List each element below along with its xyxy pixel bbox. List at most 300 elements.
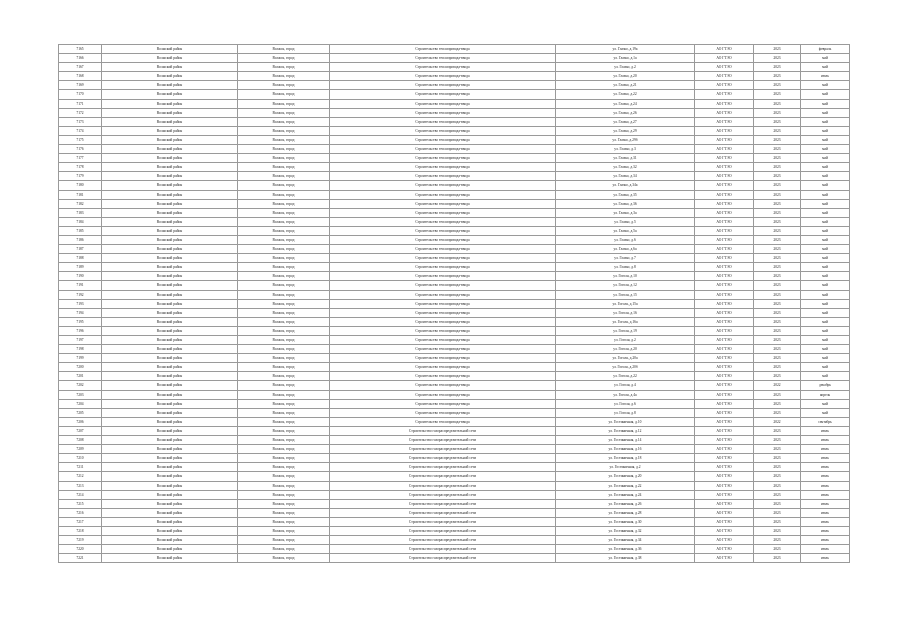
cell-work: Строительство теплопровода-ввода — [330, 363, 556, 372]
cell-address: ул. Глазко, д.31 — [556, 154, 695, 163]
cell-settlement: Волжск, город — [238, 426, 330, 435]
cell-work: Строительство теплопровода-ввода — [330, 45, 556, 54]
cell-year: 2023 — [754, 199, 801, 208]
cell-work: Строительство газораспределительной сети — [330, 426, 556, 435]
cell-district: Волжский район — [102, 163, 238, 172]
table-row — [59, 317, 850, 326]
cell-work: Строительство теплопровода-ввода — [330, 390, 556, 399]
cell-work: Строительство теплопровода-ввода — [330, 245, 556, 254]
cell-work: Строительство теплопровода-ввода — [330, 290, 556, 299]
cell-settlement: Волжск, город — [238, 399, 330, 408]
cell-month: май — [801, 345, 850, 354]
cell-number: 7221 — [59, 554, 102, 563]
table-row — [59, 108, 850, 117]
cell-district: Волжский район — [102, 354, 238, 363]
cell-year: 2023 — [754, 517, 801, 526]
cell-year: 2023 — [754, 490, 801, 499]
cell-address: ул. Гоголя, д.8 — [556, 408, 695, 417]
cell-month: май — [801, 272, 850, 281]
table-row — [59, 308, 850, 317]
cell-work: Строительство газораспределительной сети — [330, 445, 556, 454]
cell-address: ул. Гостиничная, д.26 — [556, 499, 695, 508]
cell-number: 7212 — [59, 472, 102, 481]
table-row — [59, 326, 850, 335]
cell-settlement: Волжск, город — [238, 135, 330, 144]
cell-operator: АО ГТЭО — [695, 417, 754, 426]
cell-month: июль — [801, 463, 850, 472]
table-row — [59, 363, 850, 372]
cell-address: ул. Гостиничная, д.14 — [556, 436, 695, 445]
cell-number: 7187 — [59, 245, 102, 254]
cell-work: Строительство теплопровода-ввода — [330, 117, 556, 126]
cell-work: Строительство теплопровода-ввода — [330, 336, 556, 345]
cell-number: 7190 — [59, 272, 102, 281]
cell-year: 2023 — [754, 181, 801, 190]
cell-year: 2023 — [754, 254, 801, 263]
cell-year: 2023 — [754, 145, 801, 154]
cell-month: июль — [801, 526, 850, 535]
cell-work: Строительство теплопровода-ввода — [330, 235, 556, 244]
cell-operator: АО ГТЭО — [695, 172, 754, 181]
table-row — [59, 263, 850, 272]
cell-district: Волжский район — [102, 290, 238, 299]
cell-number: 7216 — [59, 508, 102, 517]
cell-work: Строительство теплопровода-ввода — [330, 163, 556, 172]
cell-month: май — [801, 181, 850, 190]
table-row — [59, 217, 850, 226]
cell-district: Волжский район — [102, 45, 238, 54]
cell-district: Волжский район — [102, 326, 238, 335]
table-row — [59, 463, 850, 472]
cell-operator: АО ГТЭО — [695, 72, 754, 81]
cell-settlement: Волжск, город — [238, 372, 330, 381]
cell-work: Строительство теплопровода-ввода — [330, 381, 556, 390]
cell-district: Волжский район — [102, 63, 238, 72]
cell-month: февраль — [801, 45, 850, 54]
cell-settlement: Волжск, город — [238, 54, 330, 63]
cell-address: ул. Глазко, д.35 — [556, 190, 695, 199]
cell-operator: АО ГТЭО — [695, 472, 754, 481]
cell-number: 7210 — [59, 454, 102, 463]
cell-number: 7189 — [59, 263, 102, 272]
cell-number: 7193 — [59, 299, 102, 308]
cell-settlement: Волжск, город — [238, 481, 330, 490]
cell-settlement: Волжск, город — [238, 517, 330, 526]
cell-work: Строительство теплопровода-ввода — [330, 208, 556, 217]
cell-year: 2023 — [754, 281, 801, 290]
cell-address: ул. Гостиничная, д.20 — [556, 472, 695, 481]
cell-work: Строительство газораспределительной сети — [330, 481, 556, 490]
cell-month: май — [801, 63, 850, 72]
cell-number: 7215 — [59, 499, 102, 508]
cell-work: Строительство газораспределительной сети — [330, 472, 556, 481]
cell-work: Строительство газораспределительной сети — [330, 499, 556, 508]
cell-work: Строительство газораспределительной сети — [330, 490, 556, 499]
cell-month: май — [801, 372, 850, 381]
cell-year: 2023 — [754, 336, 801, 345]
cell-district: Волжский район — [102, 381, 238, 390]
cell-address: ул. Глазко, д.34 — [556, 172, 695, 181]
cell-work: Строительство газораспределительной сети — [330, 536, 556, 545]
cell-address: ул. Гостиничная, д.10 — [556, 417, 695, 426]
table-row — [59, 117, 850, 126]
table-row — [59, 472, 850, 481]
cell-number: 7165 — [59, 45, 102, 54]
cell-month: май — [801, 408, 850, 417]
cell-operator: АО ГТЭО — [695, 281, 754, 290]
cell-district: Волжский район — [102, 81, 238, 90]
table-row — [59, 436, 850, 445]
cell-district: Волжский район — [102, 263, 238, 272]
cell-district: Волжский район — [102, 90, 238, 99]
cell-operator: АО ГТЭО — [695, 554, 754, 563]
cell-settlement: Волжск, город — [238, 99, 330, 108]
cell-number: 7167 — [59, 63, 102, 72]
cell-work: Строительство газораспределительной сети — [330, 545, 556, 554]
cell-month: май — [801, 154, 850, 163]
cell-settlement: Волжск, город — [238, 526, 330, 535]
cell-work: Строительство теплопровода-ввода — [330, 72, 556, 81]
cell-settlement: Волжск, город — [238, 145, 330, 154]
cell-number: 7211 — [59, 463, 102, 472]
cell-settlement: Волжск, город — [238, 163, 330, 172]
cell-settlement: Волжск, город — [238, 345, 330, 354]
cell-operator: АО ГТЭО — [695, 245, 754, 254]
cell-settlement: Волжск, город — [238, 390, 330, 399]
cell-year: 2022 — [754, 417, 801, 426]
cell-address: ул. Глазко, д.1а — [556, 54, 695, 63]
cell-work: Строительство теплопровода-ввода — [330, 181, 556, 190]
cell-settlement: Волжск, город — [238, 117, 330, 126]
cell-settlement: Волжск, город — [238, 154, 330, 163]
cell-settlement: Волжск, город — [238, 226, 330, 235]
cell-operator: АО ГТЭО — [695, 235, 754, 244]
cell-month: май — [801, 254, 850, 263]
cell-month: июль — [801, 499, 850, 508]
cell-district: Волжский район — [102, 190, 238, 199]
cell-district: Волжский район — [102, 245, 238, 254]
cell-year: 2023 — [754, 72, 801, 81]
cell-district: Волжский район — [102, 199, 238, 208]
cell-address: ул. Глазко, д.36 — [556, 199, 695, 208]
cell-month: май — [801, 363, 850, 372]
cell-district: Волжский район — [102, 317, 238, 326]
cell-number: 7192 — [59, 290, 102, 299]
cell-district: Волжский район — [102, 108, 238, 117]
cell-district: Волжский район — [102, 217, 238, 226]
cell-operator: АО ГТЭО — [695, 517, 754, 526]
cell-work: Строительство теплопровода-ввода — [330, 354, 556, 363]
cell-number: 7213 — [59, 481, 102, 490]
table-row — [59, 181, 850, 190]
cell-operator: АО ГТЭО — [695, 363, 754, 372]
cell-operator: АО ГТЭО — [695, 454, 754, 463]
cell-number: 7168 — [59, 72, 102, 81]
cell-month: апрель — [801, 390, 850, 399]
cell-settlement: Волжск, город — [238, 354, 330, 363]
cell-address: ул. Гостиничная, д.12 — [556, 426, 695, 435]
cell-operator: АО ГТЭО — [695, 226, 754, 235]
cell-year: 2023 — [754, 545, 801, 554]
cell-month: май — [801, 354, 850, 363]
cell-month: июль — [801, 517, 850, 526]
cell-address: ул. Глазко, д.32 — [556, 163, 695, 172]
cell-operator: АО ГТЭО — [695, 317, 754, 326]
cell-district: Волжский район — [102, 99, 238, 108]
cell-operator: АО ГТЭО — [695, 326, 754, 335]
cell-operator: АО ГТЭО — [695, 336, 754, 345]
cell-district: Волжский район — [102, 145, 238, 154]
cell-month: июль — [801, 490, 850, 499]
table-row — [59, 72, 850, 81]
cell-district: Волжский район — [102, 281, 238, 290]
cell-number: 7182 — [59, 199, 102, 208]
cell-operator: АО ГТЭО — [695, 108, 754, 117]
table-row — [59, 517, 850, 526]
cell-year: 2023 — [754, 308, 801, 317]
cell-work: Строительство газораспределительной сети — [330, 526, 556, 535]
cell-address: ул. Глазко, д.5а — [556, 226, 695, 235]
cell-number: 7181 — [59, 190, 102, 199]
cell-address: ул. Гостиничная, д.16 — [556, 445, 695, 454]
cell-address: ул. Гоголя, д.16а — [556, 317, 695, 326]
cell-year: 2022 — [754, 381, 801, 390]
cell-work: Строительство теплопровода-ввода — [330, 226, 556, 235]
cell-operator: АО ГТЭО — [695, 345, 754, 354]
cell-work: Строительство теплопровода-ввода — [330, 172, 556, 181]
cell-number: 7180 — [59, 181, 102, 190]
table-row — [59, 199, 850, 208]
cell-work: Строительство теплопровода-ввода — [330, 199, 556, 208]
cell-district: Волжский район — [102, 426, 238, 435]
cell-address: ул. Гоголя, д.15а — [556, 299, 695, 308]
cell-number: 7185 — [59, 226, 102, 235]
table-row — [59, 226, 850, 235]
cell-month: май — [801, 326, 850, 335]
cell-number: 7214 — [59, 490, 102, 499]
cell-year: 2023 — [754, 345, 801, 354]
cell-number: 7206 — [59, 417, 102, 426]
cell-settlement: Волжск, город — [238, 290, 330, 299]
table-row — [59, 163, 850, 172]
cell-month: май — [801, 317, 850, 326]
cell-year: 2023 — [754, 399, 801, 408]
cell-year: 2023 — [754, 99, 801, 108]
cell-operator: АО ГТЭО — [695, 63, 754, 72]
cell-district: Волжский район — [102, 399, 238, 408]
cell-month: май — [801, 399, 850, 408]
table-row — [59, 281, 850, 290]
table-row — [59, 408, 850, 417]
cell-address: ул. Гостиничная, д.28 — [556, 508, 695, 517]
cell-month: июль — [801, 554, 850, 563]
cell-number: 7166 — [59, 54, 102, 63]
cell-month: май — [801, 308, 850, 317]
table-row — [59, 208, 850, 217]
cell-month: июль — [801, 472, 850, 481]
cell-address: ул. Гоголя, д.10 — [556, 272, 695, 281]
cell-operator: АО ГТЭО — [695, 490, 754, 499]
cell-work: Строительство теплопровода-ввода — [330, 190, 556, 199]
table-body — [59, 45, 850, 563]
cell-address: ул. Гостиничная, д.36 — [556, 545, 695, 554]
table-row — [59, 481, 850, 490]
cell-month: май — [801, 226, 850, 235]
cell-work: Строительство теплопровода-ввода — [330, 326, 556, 335]
cell-work: Строительство теплопровода-ввода — [330, 135, 556, 144]
cell-number: 7184 — [59, 217, 102, 226]
cell-address: ул. Глазко, д.8 — [556, 263, 695, 272]
cell-year: 2023 — [754, 463, 801, 472]
cell-operator: АО ГТЭО — [695, 372, 754, 381]
cell-number: 7188 — [59, 254, 102, 263]
cell-year: 2023 — [754, 117, 801, 126]
cell-settlement: Волжск, город — [238, 508, 330, 517]
cell-number: 7183 — [59, 208, 102, 217]
table-row — [59, 445, 850, 454]
cell-district: Волжский район — [102, 445, 238, 454]
cell-settlement: Волжск, город — [238, 363, 330, 372]
table-row — [59, 554, 850, 563]
cell-district: Волжский район — [102, 54, 238, 63]
document-sheet — [58, 44, 849, 563]
cell-district: Волжский район — [102, 472, 238, 481]
cell-number: 7200 — [59, 363, 102, 372]
cell-year: 2023 — [754, 163, 801, 172]
cell-number: 7173 — [59, 117, 102, 126]
cell-operator: АО ГТЭО — [695, 290, 754, 299]
table-row — [59, 345, 850, 354]
cell-year: 2023 — [754, 90, 801, 99]
cell-address: ул. Гостиничная, д.38 — [556, 554, 695, 563]
cell-work: Строительство теплопровода-ввода — [330, 99, 556, 108]
cell-address: ул. Глазко, д.29 — [556, 126, 695, 135]
cell-year: 2023 — [754, 408, 801, 417]
cell-year: 2023 — [754, 317, 801, 326]
table-row — [59, 372, 850, 381]
cell-year: 2023 — [754, 226, 801, 235]
cell-year: 2023 — [754, 208, 801, 217]
cell-year: 2023 — [754, 81, 801, 90]
cell-operator: АО ГТЭО — [695, 199, 754, 208]
cell-work: Строительство теплопровода-ввода — [330, 145, 556, 154]
cell-address: ул. Гоголя, д.6 — [556, 399, 695, 408]
cell-settlement: Волжск, город — [238, 408, 330, 417]
cell-month: декабрь — [801, 381, 850, 390]
cell-settlement: Волжск, город — [238, 454, 330, 463]
cell-settlement: Волжск, город — [238, 72, 330, 81]
table-row — [59, 190, 850, 199]
cell-work: Строительство газораспределительной сети — [330, 436, 556, 445]
cell-operator: АО ГТЭО — [695, 354, 754, 363]
cell-year: 2023 — [754, 154, 801, 163]
cell-settlement: Волжск, город — [238, 472, 330, 481]
cell-settlement: Волжск, город — [238, 263, 330, 272]
cell-month: май — [801, 135, 850, 144]
cell-work: Строительство теплопровода-ввода — [330, 399, 556, 408]
cell-district: Волжский район — [102, 272, 238, 281]
cell-month: май — [801, 281, 850, 290]
cell-work: Строительство теплопровода-ввода — [330, 217, 556, 226]
cell-district: Волжский район — [102, 299, 238, 308]
table-row — [59, 99, 850, 108]
cell-operator: АО ГТЭО — [695, 426, 754, 435]
cell-number: 7202 — [59, 381, 102, 390]
cell-district: Волжский район — [102, 208, 238, 217]
cell-district: Волжский район — [102, 545, 238, 554]
cell-district: Волжский район — [102, 536, 238, 545]
table-row — [59, 536, 850, 545]
table-row — [59, 63, 850, 72]
cell-address: ул. Гоголя, д.15 — [556, 290, 695, 299]
cell-work: Строительство теплопровода-ввода — [330, 317, 556, 326]
cell-year: 2023 — [754, 499, 801, 508]
cell-district: Волжский район — [102, 554, 238, 563]
cell-operator: АО ГТЭО — [695, 163, 754, 172]
cell-month: май — [801, 336, 850, 345]
table-row — [59, 135, 850, 144]
table-row — [59, 336, 850, 345]
cell-address: ул. Гоголя, д.20б — [556, 363, 695, 372]
table-row — [59, 154, 850, 163]
cell-month: июль — [801, 536, 850, 545]
cell-settlement: Волжск, город — [238, 199, 330, 208]
cell-work: Строительство теплопровода-ввода — [330, 263, 556, 272]
cell-work: Строительство газораспределительной сети — [330, 463, 556, 472]
cell-settlement: Волжск, город — [238, 108, 330, 117]
cell-address: ул. Гоголя, д.20а — [556, 354, 695, 363]
cell-settlement: Волжск, город — [238, 554, 330, 563]
table-row — [59, 390, 850, 399]
cell-number: 7191 — [59, 281, 102, 290]
cell-district: Волжский район — [102, 490, 238, 499]
cell-address: ул. Глазко, д.29б — [556, 135, 695, 144]
cell-settlement: Волжск, город — [238, 545, 330, 554]
cell-operator: АО ГТЭО — [695, 463, 754, 472]
cell-address: ул. Глазко, д.21 — [556, 81, 695, 90]
cell-number: 7171 — [59, 99, 102, 108]
cell-year: 2023 — [754, 326, 801, 335]
cell-address: ул. Глазко, д.5 — [556, 217, 695, 226]
cell-work: Строительство теплопровода-ввода — [330, 372, 556, 381]
cell-settlement: Волжск, город — [238, 463, 330, 472]
table-row — [59, 299, 850, 308]
cell-work: Строительство теплопровода-ввода — [330, 254, 556, 263]
cell-number: 7199 — [59, 354, 102, 363]
cell-district: Волжский район — [102, 454, 238, 463]
cell-number: 7205 — [59, 408, 102, 417]
cell-number: 7209 — [59, 445, 102, 454]
table-row — [59, 272, 850, 281]
cell-month: июль — [801, 426, 850, 435]
table-row — [59, 508, 850, 517]
cell-address: ул. Гостиничная, д.2 — [556, 463, 695, 472]
cell-operator: АО ГТЭО — [695, 390, 754, 399]
cell-work: Строительство теплопровода-ввода — [330, 154, 556, 163]
cell-work: Строительство теплопровода-ввода — [330, 81, 556, 90]
cell-month: май — [801, 172, 850, 181]
cell-district: Волжский район — [102, 363, 238, 372]
cell-address: ул. Гостиничная, д.24 — [556, 490, 695, 499]
cell-operator: АО ГТЭО — [695, 436, 754, 445]
cell-month: май — [801, 190, 850, 199]
cell-number: 7170 — [59, 90, 102, 99]
cell-address: ул. Гоголя, д.22 — [556, 372, 695, 381]
table-row — [59, 354, 850, 363]
works-table — [58, 44, 850, 563]
cell-work: Строительство теплопровода-ввода — [330, 108, 556, 117]
cell-number: 7177 — [59, 154, 102, 163]
